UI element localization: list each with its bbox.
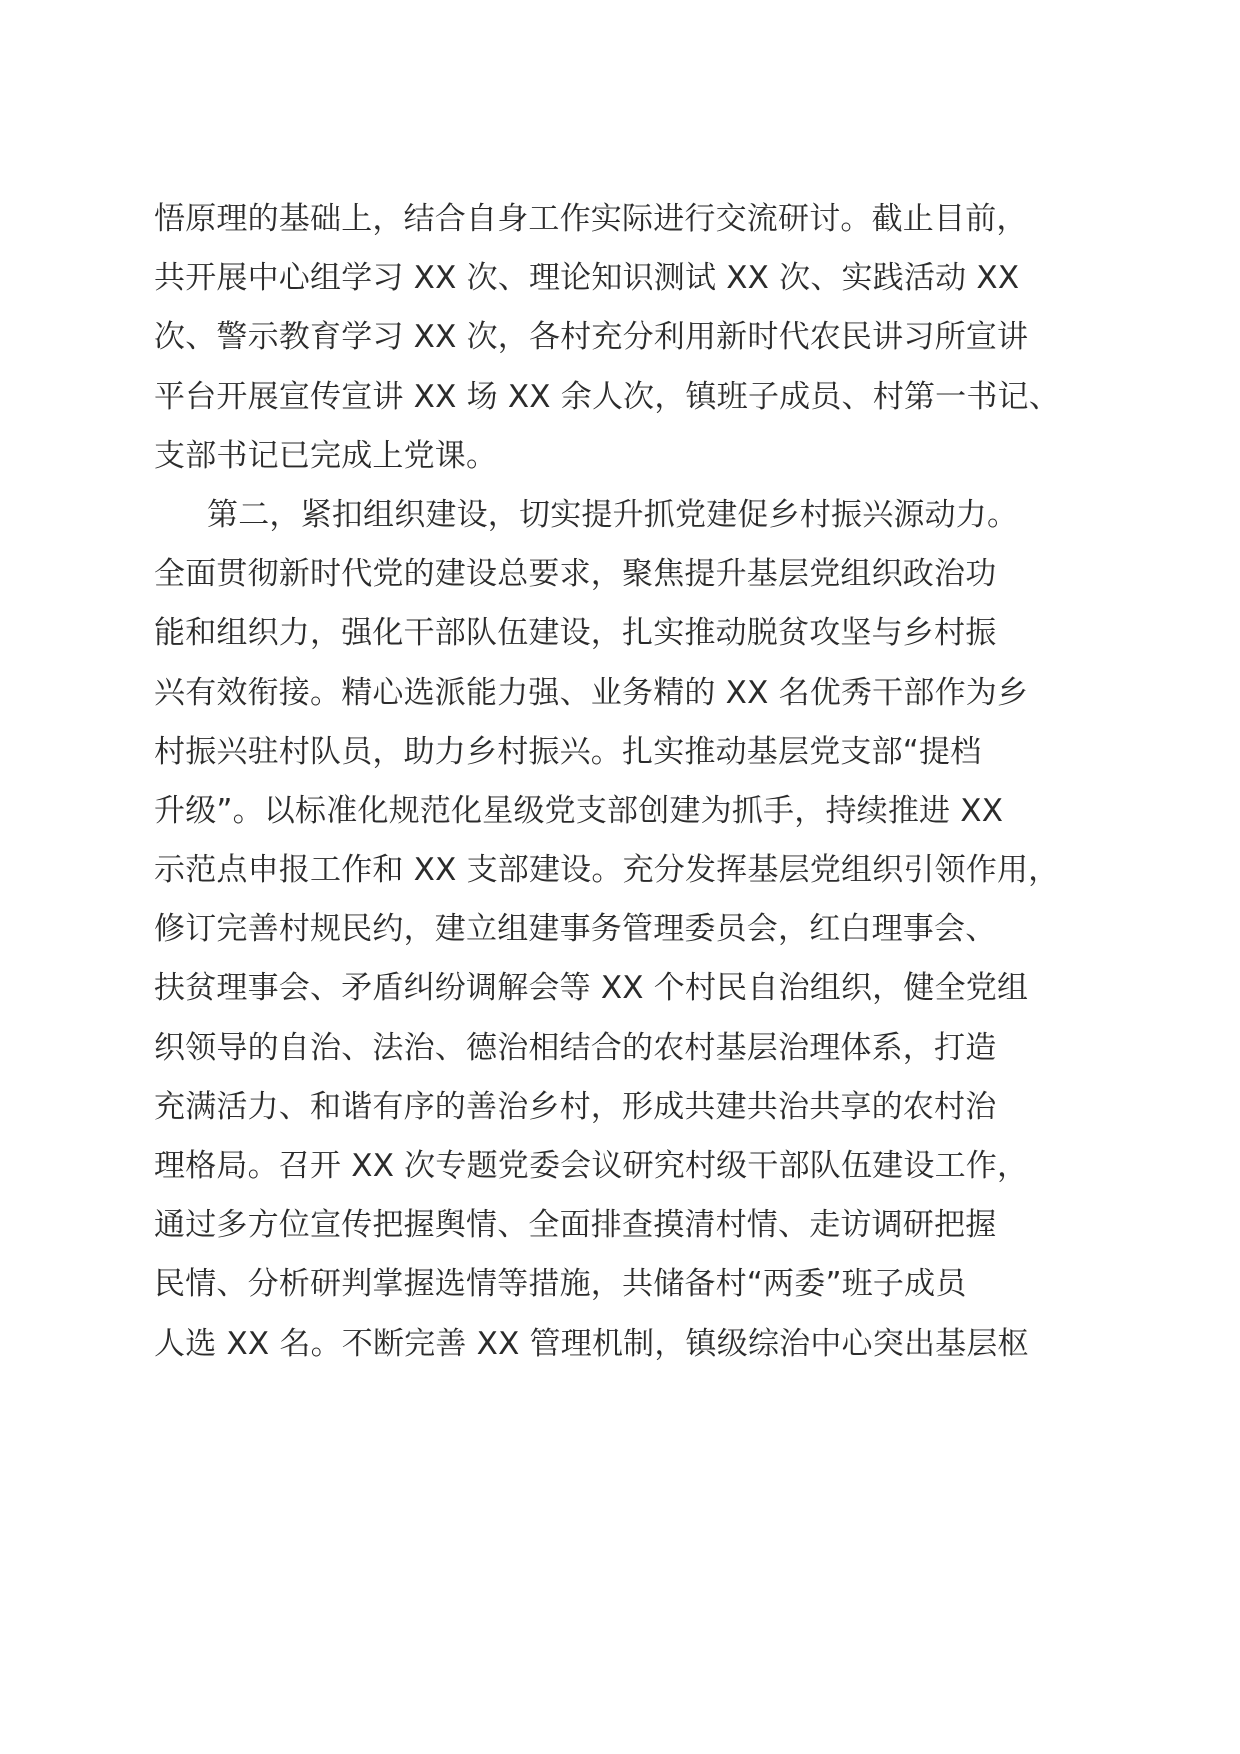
text-line: 能和组织力，强化干部队伍建设，扎实推动脱贫攻坚与乡村振 [154,615,997,652]
text-line: 支部书记已完成上党课。 [154,437,498,474]
text-line: 扶贫理事会、矛盾纠纷调解会等 XX 个村民自治组织，健全党组 [154,970,1029,1007]
text-line: 平台开展宣传宣讲 XX 场 XX 余人次，镇班子成员、村第一书记、 [154,378,1060,415]
document-body [154,190,1114,1374]
text-line: 共开展中心组学习 XX 次、理论知识测试 XX 次、实践活动 XX [154,260,1020,297]
text-line: 全面贯彻新时代党的建设总要求，聚焦提升基层党组织政治功 [154,556,997,593]
text-line: 村振兴驻村队员，助力乡村振兴。扎实推动基层党支部“提档 [154,733,982,770]
text-line: 示范点申报工作和 XX 支部建设。充分发挥基层党组织引领作用， [154,852,1060,889]
text-line: 理格局。召开 XX 次专题党委会议研究村级干部队伍建设工作， [154,1148,1029,1184]
text-line: 通过多方位宣传把握舆情、全面排查摸清村情、走访调研把握 [154,1207,997,1244]
paragraph-start-line: 第二，紧扣组织建设，切实提升抓党建促乡村振兴源动力。 [207,496,1019,533]
text-line: 民情、分析研判掌握选情等措施，共储备村“两委”班子成员 [154,1266,967,1303]
text-line: 充满活力、和谐有序的善治乡村，形成共建共治共享的农村治 [154,1088,997,1125]
text-line: 修订完善村规民约，建立组建事务管理委员会，红白理事会、 [154,911,997,948]
text-line: 悟原理的基础上，结合自身工作实际进行交流研讨。截止目前， [154,201,1028,237]
text-line: 次、警示教育学习 XX 次，各村充分利用新时代农民讲习所宣讲 [154,319,1029,356]
text-line: 升级”。以标准化规范化星级党支部创建为抓手，持续推进 XX [154,792,1004,829]
text-line: 兴有效衔接。精心选派能力强、业务精的 XX 名优秀干部作为乡 [154,674,1029,711]
text-line: 织领导的自治、法治、德治相结合的农村基层治理体系，打造 [154,1029,997,1066]
text-line: 人选 XX 名。不断完善 XX 管理机制，镇级综治中心突出基层枢 [154,1325,1029,1362]
